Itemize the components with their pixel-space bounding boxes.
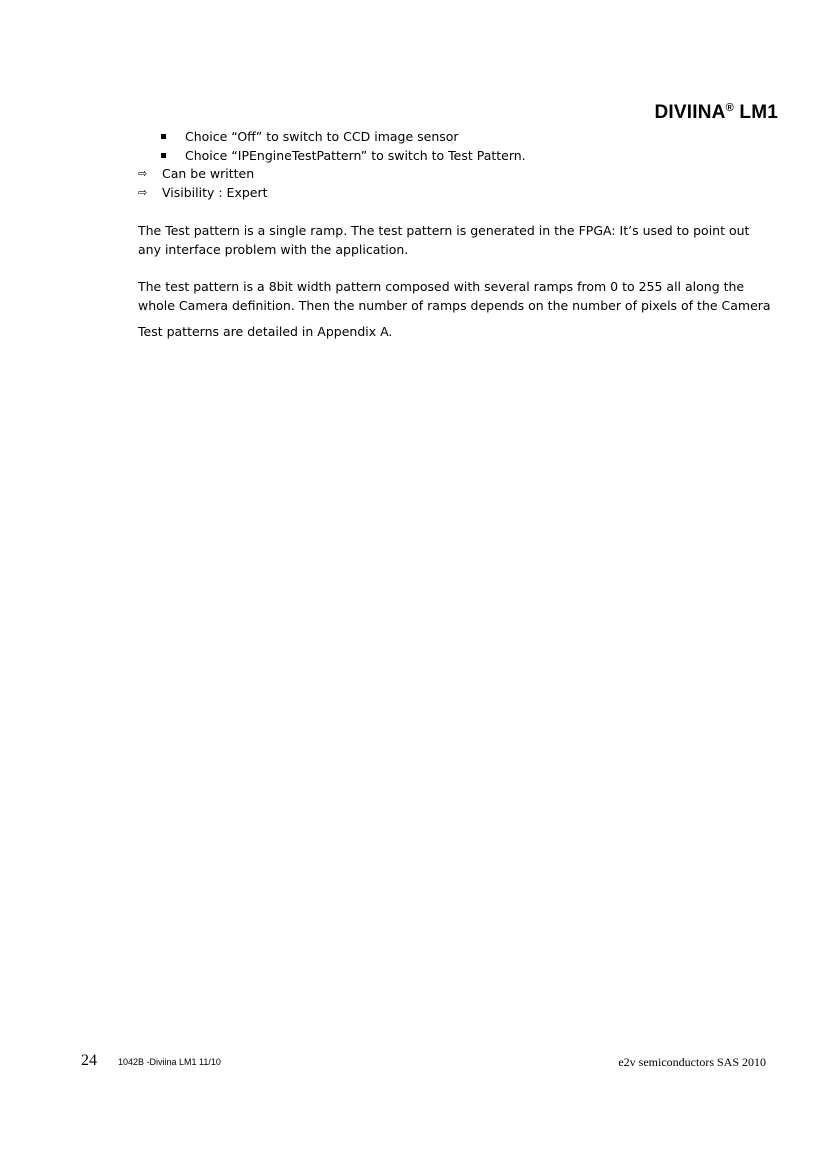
page-number: 24 [81, 1052, 97, 1069]
square-bullet-icon [161, 134, 166, 139]
page-footer [0, 1052, 826, 1076]
list-item-text: Choice “Off” to switch to CCD image sensor [185, 129, 459, 144]
paragraph-line: any interface problem with the application. [138, 242, 409, 257]
paragraph-line: The Test pattern is a single ramp. The test pattern is generated in the FPGA: It’s used to point out [138, 223, 750, 238]
arrow-right-icon: ⇨ [138, 186, 148, 199]
arrow-right-icon: ⇨ [138, 167, 148, 180]
paragraph-test-pattern-details [138, 277, 778, 315]
company-name: e2v semiconductors SAS 2010 [618, 1055, 766, 1069]
list-item [161, 127, 526, 146]
list-item-text: Choice “IPEngineTestPattern” to switch to Test Pattern. [185, 148, 526, 163]
square-bullet-icon [161, 153, 166, 158]
choice-list [161, 127, 526, 165]
paragraph-line: The test pattern is a 8bit width pattern composed with several ramps from 0 to 255 all along the [138, 279, 745, 294]
property-list [138, 164, 268, 202]
body-text [138, 221, 778, 359]
paragraph-line: whole Camera definition. Then the number of ramps depends on the number of pixels of the Camera [138, 298, 771, 313]
list-item [138, 183, 268, 202]
list-item [161, 146, 526, 165]
product-model: LM1 [739, 102, 778, 123]
page-header-title [655, 102, 778, 124]
paragraph-test-pattern-intro [138, 221, 778, 259]
list-item [138, 164, 268, 183]
document-reference: 1042B -Diviina LM1 11/10 [118, 1057, 221, 1067]
list-item-text: Can be written [162, 166, 255, 181]
list-item-text: Visibility : Expert [162, 185, 268, 200]
registered-mark: ® [725, 102, 734, 114]
paragraph-appendix-reference: Test patterns are detailed in Appendix A. [138, 324, 393, 339]
product-name: DIVIINA [654, 102, 726, 123]
